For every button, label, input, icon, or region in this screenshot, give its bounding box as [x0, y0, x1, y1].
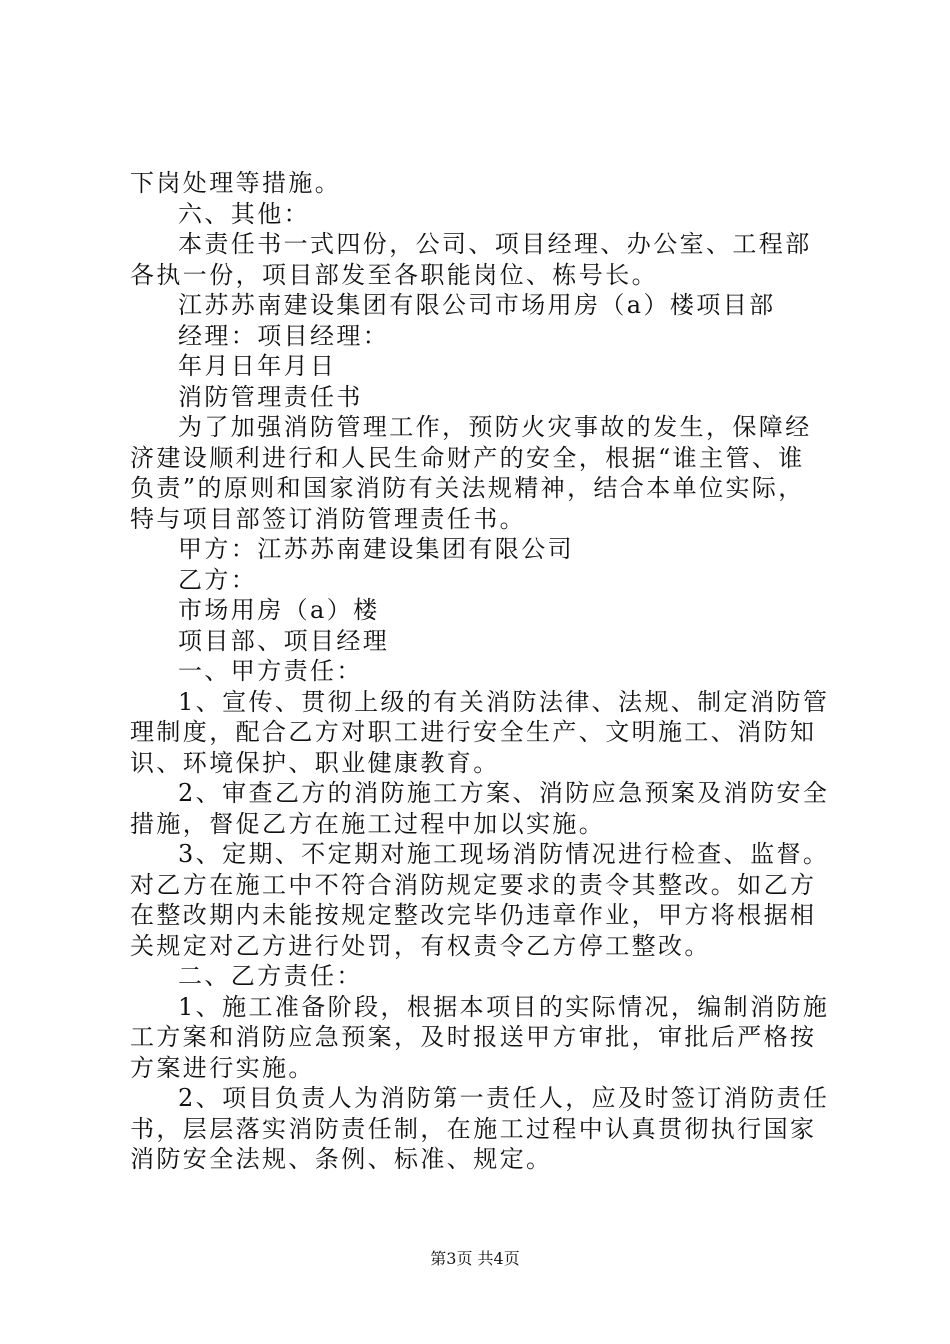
signature-roles: 经理：项目经理：: [178, 321, 390, 350]
paragraph: 下岗处理等措施。: [130, 169, 342, 197]
document-title: 消防管理责任书: [178, 382, 363, 411]
section-heading: 六、其他：: [178, 199, 310, 228]
clause-item: 3、定期、不定期对施工现场消防情况进行检查、监督。对乙方在施工中不符合消防规定要求的责令其整改。如乙方在整改期内未能按规定整改完毕仍违章作业，甲方将根据相关规定对乙方进行处罚，有权责令乙方停工整改。: [130, 840, 830, 960]
clause-item: 2、审查乙方的消防施工方案、消防应急预案及消防安全措施，督促乙方在施工过程中加以实施。: [130, 779, 830, 838]
clause-item: 1、施工准备阶段，根据本项目的实际情况，编制消防施工方案和消防应急预案，及时报送甲方审批，审批后严格按方案进行实施。: [130, 992, 830, 1082]
paragraph: 本责任书一式四份，公司、项目经理、办公室、工程部各执一份，项目部发至各职能岗位、栋号长。: [130, 230, 812, 289]
signature-dates: 年月日年月日: [178, 352, 337, 380]
clause-item: 1、宣传、贯彻上级的有关消防法律、法规、制定消防管理制度，配合乙方对职工进行安全生产、文明施工、消防知识、环境保护、职业健康教育。: [130, 687, 830, 777]
clause-item: 2、项目负责人为消防第一责任人，应及时签订消防责任书，层层落实消防责任制，在施工过程中认真贯彻执行国家消防安全法规、条例、标准、规定。: [130, 1084, 830, 1173]
party-b-building: 市场用房（a）楼: [178, 596, 380, 624]
party-a: 甲方：江苏苏南建设集团有限公司: [178, 535, 574, 563]
document-body: [130, 168, 830, 1175]
section-heading: 二、乙方责任：: [178, 962, 363, 990]
party-b-role: 项目部、项目经理: [178, 626, 390, 655]
page-number: 第3页 共4页: [430, 1249, 520, 1268]
paragraph: 为了加强消防管理工作，预防火灾事故的发生，保障经济建设顺利进行和人民生命财产的安全，根据“谁主管、谁负责”的原则和国家消防有关法规精神，结合本单位实际，特与项目部签订消防管理责任书。: [130, 413, 812, 533]
party-b: 乙方：: [178, 565, 258, 594]
section-heading: 一、甲方责任：: [178, 657, 363, 685]
signature-org: 江苏苏南建设集团有限公司市场用房（a）楼项目部: [178, 291, 776, 319]
